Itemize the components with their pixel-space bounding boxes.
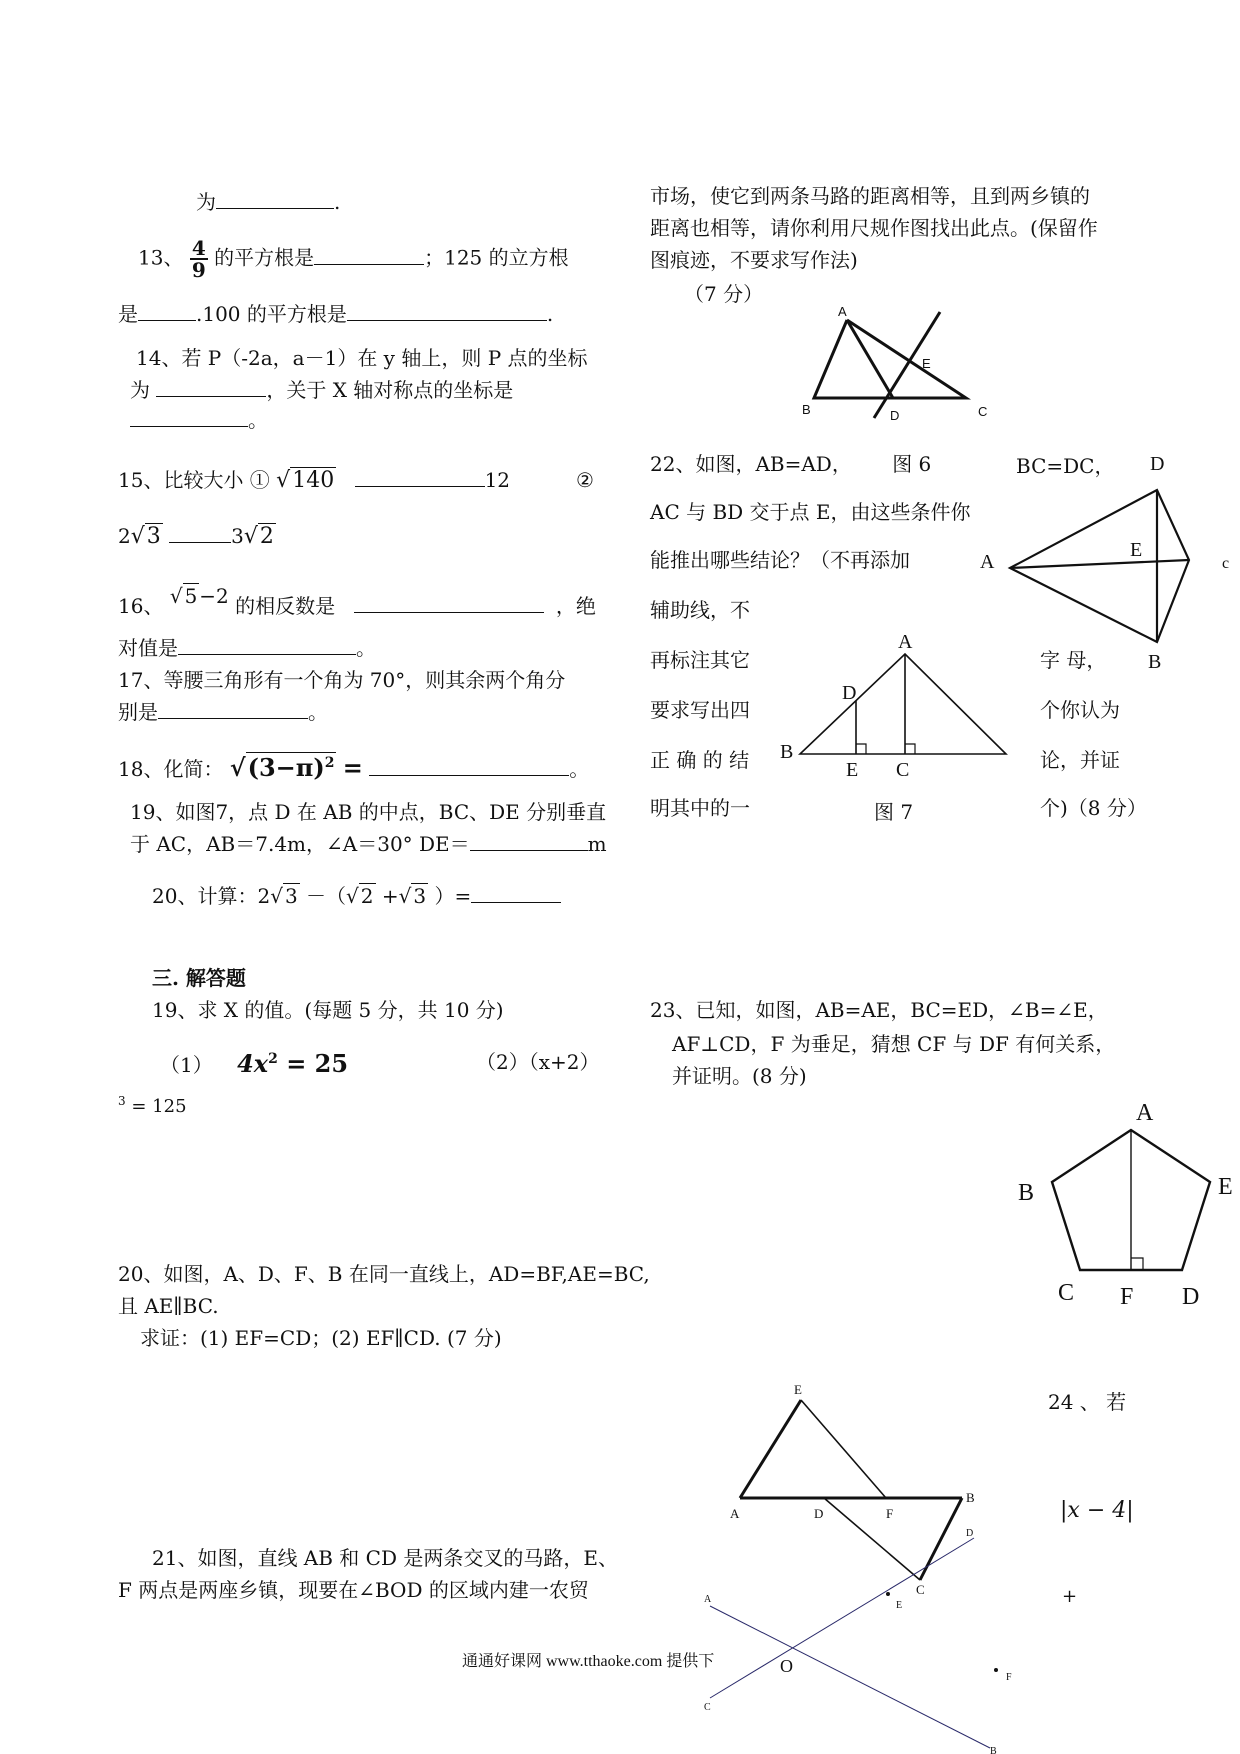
p19-line2 [160,1050,348,1079]
q17-line2 [118,700,328,724]
q19-blank[interactable] [470,832,588,851]
p24-abs: |x − 4| [1060,1498,1134,1523]
q13-frac-den: 9 [191,258,206,282]
p20-line3: 求证：(1) EF=CD；(2) EF∥CD. (7 分) [140,1326,502,1350]
q15-blank-2[interactable] [169,524,231,543]
efig-label-c: C [916,1582,925,1597]
q15-line2 [118,524,276,550]
q14-line2 [130,378,513,402]
q20-line [152,884,561,908]
p21-cont-line1: 市场，使它到两条马路的距离相等，且到两乡镇的 [650,184,1090,208]
q13-frac-num: 4 [191,236,206,260]
p22-line6a: 要求写出四 [650,698,750,722]
p21-line1: 21、如图，直线 AB 和 CD 是两条交叉的马路，E、 [152,1546,618,1570]
p19-wrap [118,1094,187,1118]
q13-text-a: 的平方根是 [214,245,315,270]
p22-line7a: 正 确 的 结 [650,748,750,772]
q15-coef-3: 3 [231,524,244,548]
q20-blank[interactable] [471,884,561,903]
q18-radicand [246,752,337,782]
q15-blank-1[interactable] [355,468,485,487]
p22-line1-text: 22、如图，AB=AD， [650,452,852,476]
pent-label-a: A [1136,1100,1154,1126]
p22-line5a: 再标注其它 [650,648,750,672]
q20-text-c: ）= [434,884,472,908]
p19-eq1 [237,1049,348,1078]
q14-blank-2[interactable] [130,408,248,427]
q16-sqrt-5: √ 5 −2 [169,584,229,608]
cross-label-o: O [780,1656,793,1676]
p22-line8b: 个)（8 分） [1040,796,1147,820]
p22-line7b: 论，并证 [1040,748,1120,772]
q19-unit: m [587,832,607,856]
q19-text: 于 AC，AB＝7.4m，∠A＝30° DE＝ [130,832,470,856]
q15-circle2: ② [576,468,594,492]
q15-sqrt-2: √2 [243,524,274,549]
p19-sub1: （1） [160,1053,213,1077]
efig-label-e: E [794,1382,802,1397]
p24-abs-expr: x − 4 [1067,1498,1127,1523]
q16-minus-2: −2 [199,584,229,608]
kite-label-b: B [1148,651,1162,673]
fig7-label-c: C [896,759,910,781]
q20-radicand-3a: 3 [284,884,298,908]
p21-line2: F 两点是两座乡镇，现要在∠BOD 的区域内建一农贸 [118,1578,589,1602]
p21-cont-line2: 距离也相等，请你利用尺规作图找出此点。(保留作 [650,216,1098,240]
q16-number: 16、 [118,594,164,618]
q16-text-b: ，绝 [555,594,596,618]
q14-line3 [130,408,268,432]
q12-label: 为 [196,190,216,214]
q20-radicand-3b: 3 [413,884,427,908]
q12-tail: 为 . [196,190,341,214]
efig-label-b: B [966,1490,975,1505]
kite-label-e: E [1130,539,1143,561]
kite-label-d: D [1150,453,1165,475]
q15-text-a: 15、比较大小 ① [118,468,270,492]
q13-number: 13、 [138,245,184,270]
q17-end: 。 [308,700,328,724]
cross-label-e: E [896,1600,903,1611]
q14-line1: 14、若 P（-2a，a－1）在 y 轴上，则 P 点的坐标 [136,346,588,370]
p20-line2: 且 AE∥BC. [118,1294,219,1318]
section-3-heading: 三. 解答题 [152,966,246,990]
tri-label-a: A [838,304,847,319]
q14-text-a: 为 [130,378,150,402]
p20-line1: 20、如图，A、D、F、B 在同一直线上，AD=BF,AE=BC, [118,1262,650,1286]
q13-blank-3[interactable] [347,302,547,321]
q16-text-a: 的相反数是 [235,594,336,618]
kite-label-a: A [980,551,995,573]
p19-eq1-lhs: 4x [237,1049,269,1078]
q19-line1: 19、如图7，点 D 在 AB 的中点，BC、DE 分别垂直 [130,800,607,824]
triangle-figure-fig7 [770,628,1020,781]
p19-wrap-exp: 3 [118,1094,126,1108]
p22-line4: 辅助线，不 [650,598,750,622]
p22-line6b: 个你认为 [1040,698,1120,722]
p23-line3: 并证明。(8 分) [672,1064,807,1088]
pent-label-f: F [1120,1284,1134,1310]
fig7-caption: 图 7 [874,800,914,824]
p19-eq1-exp: 2 [268,1051,278,1067]
q17-text: 别是 [118,700,158,724]
q16-line2 [118,636,376,660]
q18-line [118,754,589,783]
pent-label-b: B [1018,1180,1035,1206]
p22-line1 [650,452,931,476]
q15-radicand-3: 3 [146,524,161,549]
q14-text-b: ，关于 X 轴对称点的坐标是 [266,378,514,402]
fig7-label-a: A [898,631,913,653]
q18-blank[interactable] [369,757,569,776]
footer-watermark: 通通好课网 www.tthaoke.com 提供下 [462,1653,715,1670]
q16-blank-1[interactable] [354,594,544,613]
tri-label-d: D [890,408,900,423]
q13-text-b: ；125 的立方根 [424,245,569,270]
fig7-label-e: E [846,759,859,781]
p21-cont-line4: （7 分） [684,282,764,306]
q18-end: 。 [569,757,590,781]
p22-line5b: 字 母， [1040,648,1107,672]
pentagon-figure-q23 [1000,1090,1240,1320]
cross-label-c: C [704,1702,711,1713]
p21-cont-line3: 图痕迹，不要求写作法) [650,248,858,272]
q14-blank-1[interactable] [156,378,266,397]
tri-label-c: C [978,404,988,419]
triangle-figure-q21 [790,300,1020,430]
q20-text-a: 20、计算：2 [152,884,271,908]
q20-plus: + [381,884,399,908]
kite-label-c: c [1222,555,1230,572]
q18-text: 18、化简： [118,757,224,781]
q20-sqrt-3b: √ 3 [398,884,427,908]
q16-end: 。 [356,636,376,660]
q17-blank[interactable] [158,700,308,719]
q16-text-c: 对值是 [118,636,178,660]
q13-blank-1[interactable] [314,246,424,265]
q16-line1 [118,584,596,618]
q13-blank-2[interactable] [138,302,196,321]
q17-line1: 17、等腰三角形有一个角为 70°，则其余两个角分 [118,668,566,692]
q12-answer-blank[interactable] [216,190,334,209]
q18-radicand-expr: (3−π) [247,753,325,782]
q15-radicand-2: 2 [259,524,274,549]
q15-coef-2: 2 [118,524,131,548]
q13-line2 [118,302,553,326]
cross-label-d: D [966,1528,974,1539]
p24-label: 24 、 若 [1048,1390,1127,1414]
q13-end: . [546,302,554,326]
q18-equals: = [342,753,363,782]
p22-line2: AC 与 BD 交于点 E，由这些条件你 [650,500,971,524]
p24-plus: + [1062,1586,1078,1607]
q16-radicand: 5 [184,584,198,608]
q15-radicand: 140 [292,468,335,493]
p23-line1: 23、已知，如图，AB=AE，BC=ED，∠B=∠E， [650,998,1108,1022]
efig-label-f: F [886,1506,894,1521]
q14-end: 。 [248,408,268,432]
tri-label-b: B [802,402,811,417]
q13-text-d: .100 的平方根是 [196,302,347,326]
cross-label-a: A [704,1594,712,1605]
p22-bcdc: BC=DC， [1016,454,1115,478]
q13-line1 [138,238,569,280]
p19-eq1-rhs: = 25 [277,1049,349,1078]
q15-line1 [118,468,510,494]
efig-label-d: D [814,1506,824,1521]
tri-label-e: E [922,356,931,371]
fig6-caption: 图 6 [892,452,932,476]
q20-sqrt-3a: √ 3 [270,884,298,908]
pent-label-e: E [1218,1174,1233,1200]
q20-sqrt-2: √ 2 [346,884,374,908]
p22-line3: 能推出哪些结论？（不再添加 [650,548,910,572]
fig7-label-b: B [780,741,794,763]
q18-exponent: 2 [324,755,335,771]
efig-and-crossing-lines [690,1380,1012,1754]
pent-label-c: C [1058,1280,1075,1306]
q13-text-c: 是 [118,302,138,326]
q15-text-b: 12 [484,468,511,492]
efig-label-a: A [730,1506,740,1521]
q15-sqrt-140: √140 [276,468,335,493]
p19-sub2: （2）（x+2） [476,1050,600,1074]
q13-fraction [190,238,208,280]
pent-label-d: D [1182,1284,1200,1310]
p19-line1: 19、求 X 的值。(每题 5 分，共 10 分) [152,998,504,1022]
cross-label-f: F [1006,1672,1012,1683]
p23-line2: AF⊥CD，F 为垂足，猜想 CF 与 DF 有何关系， [672,1032,1116,1056]
p22-line8a: 明其中的一 [650,796,750,820]
q19-line2 [130,832,607,856]
cross-label-b: B [990,1746,997,1754]
q18-sqrt: $√(3-\pi)^2$ [229,753,335,782]
q16-blank-2[interactable] [178,636,356,655]
q15-sqrt-3: √3 [130,524,161,549]
fig7-label-d: D [842,682,857,704]
p19-wrap-rhs: = 125 [125,1096,187,1117]
q20-radicand-2: 2 [360,884,374,908]
q20-text-b: －（ [306,884,347,908]
